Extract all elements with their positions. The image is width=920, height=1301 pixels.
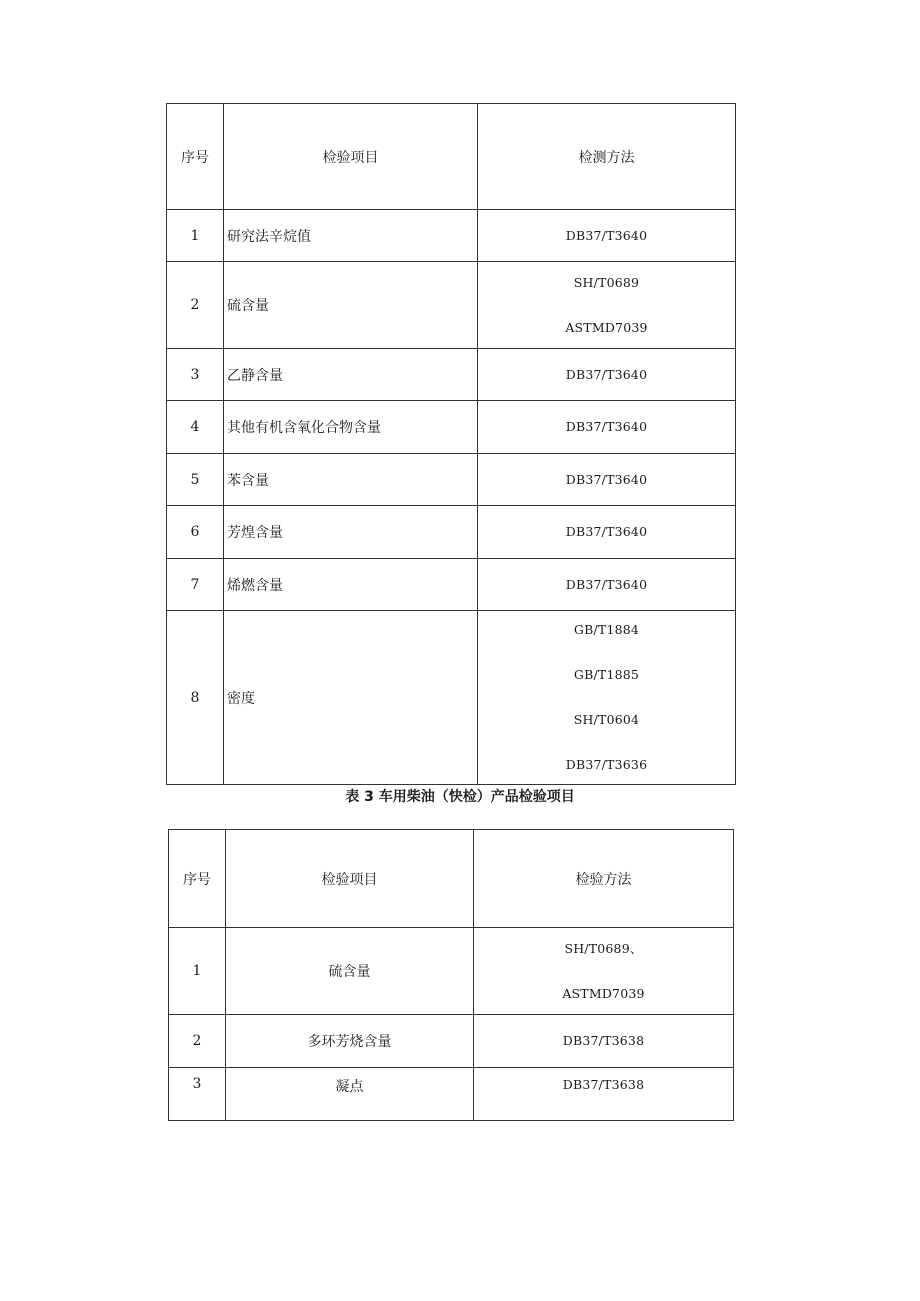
row-no: 5 bbox=[167, 454, 224, 506]
row-method bbox=[478, 349, 736, 401]
method-text: GB/T1885 bbox=[573, 667, 640, 682]
table-header-row bbox=[169, 830, 734, 928]
method-text: DB37/T3638 bbox=[562, 1077, 645, 1092]
row-method bbox=[474, 928, 734, 1015]
header-no: 序号 bbox=[169, 830, 226, 928]
row-no: 3 bbox=[169, 1068, 226, 1121]
method-text: DB37/T3640 bbox=[565, 366, 648, 382]
row-method bbox=[478, 611, 736, 785]
inspection-table-gasoline bbox=[166, 103, 736, 785]
row-no: 8 bbox=[167, 611, 224, 785]
method-text: DB37/T3640 bbox=[565, 471, 648, 487]
method-text: DB37/T3640 bbox=[565, 576, 648, 592]
row-item: 其他有机含氧化合物含量 bbox=[224, 401, 478, 454]
row-no: 6 bbox=[167, 506, 224, 559]
method-text: DB37/T3640 bbox=[565, 524, 648, 539]
table-caption: 表 3 车用柴油（快检）产品检验项目 bbox=[345, 789, 575, 805]
method-text: GB/T1884 bbox=[573, 622, 640, 637]
table-row bbox=[169, 1015, 734, 1068]
table-row bbox=[167, 454, 736, 506]
row-item: 密度 bbox=[224, 611, 478, 785]
row-no: 4 bbox=[167, 401, 224, 454]
table-row bbox=[167, 401, 736, 454]
header-item: 检验项目 bbox=[226, 830, 474, 928]
table-row bbox=[167, 559, 736, 611]
table-header-row bbox=[167, 104, 736, 210]
row-no: 3 bbox=[167, 349, 224, 401]
row-no: 1 bbox=[169, 928, 226, 1015]
header-item: 检验项目 bbox=[224, 104, 478, 210]
method-text: DB37/T3636 bbox=[565, 757, 648, 772]
method-text: SH/T0604 bbox=[573, 712, 640, 727]
row-no: 7 bbox=[167, 559, 224, 611]
row-method bbox=[478, 559, 736, 611]
row-method bbox=[474, 1068, 734, 1121]
method-text: ASTMD7039 bbox=[562, 985, 645, 1001]
row-method bbox=[478, 506, 736, 559]
row-method bbox=[478, 262, 736, 349]
row-method bbox=[478, 454, 736, 506]
row-method bbox=[478, 210, 736, 262]
row-item: 乙静含量 bbox=[224, 349, 478, 401]
table-row bbox=[167, 611, 736, 785]
row-method bbox=[474, 1015, 734, 1068]
table-row bbox=[167, 506, 736, 559]
method-text: ASTMD7039 bbox=[565, 319, 648, 335]
row-item: 凝点 bbox=[226, 1068, 474, 1121]
row-item: 芳煌含量 bbox=[224, 506, 478, 559]
row-item: 苯含量 bbox=[224, 454, 478, 506]
header-method: 检验方法 bbox=[474, 830, 734, 928]
row-item: 多环芳烧含量 bbox=[226, 1015, 474, 1068]
method-text: DB37/T3640 bbox=[565, 227, 648, 243]
header-method: 检测方法 bbox=[478, 104, 736, 210]
table-row bbox=[169, 928, 734, 1015]
row-item: 烯燃含量 bbox=[224, 559, 478, 611]
method-text: SH/T0689、 bbox=[564, 940, 643, 956]
method-text: SH/T0689 bbox=[573, 274, 640, 290]
row-no: 1 bbox=[167, 210, 224, 262]
table-row bbox=[167, 262, 736, 349]
table-row bbox=[167, 349, 736, 401]
row-method bbox=[478, 401, 736, 454]
inspection-table-diesel bbox=[168, 829, 734, 1121]
header-no: 序号 bbox=[167, 104, 224, 210]
row-item: 硫含量 bbox=[226, 928, 474, 1015]
row-no: 2 bbox=[167, 262, 224, 349]
method-text: DB37/T3640 bbox=[565, 419, 648, 434]
row-item: 硫含量 bbox=[224, 262, 478, 349]
table-row bbox=[167, 210, 736, 262]
table-row bbox=[169, 1068, 734, 1121]
row-no: 2 bbox=[169, 1015, 226, 1068]
row-item: 研究法辛烷值 bbox=[224, 210, 478, 262]
method-text: DB37/T3638 bbox=[562, 1033, 645, 1048]
